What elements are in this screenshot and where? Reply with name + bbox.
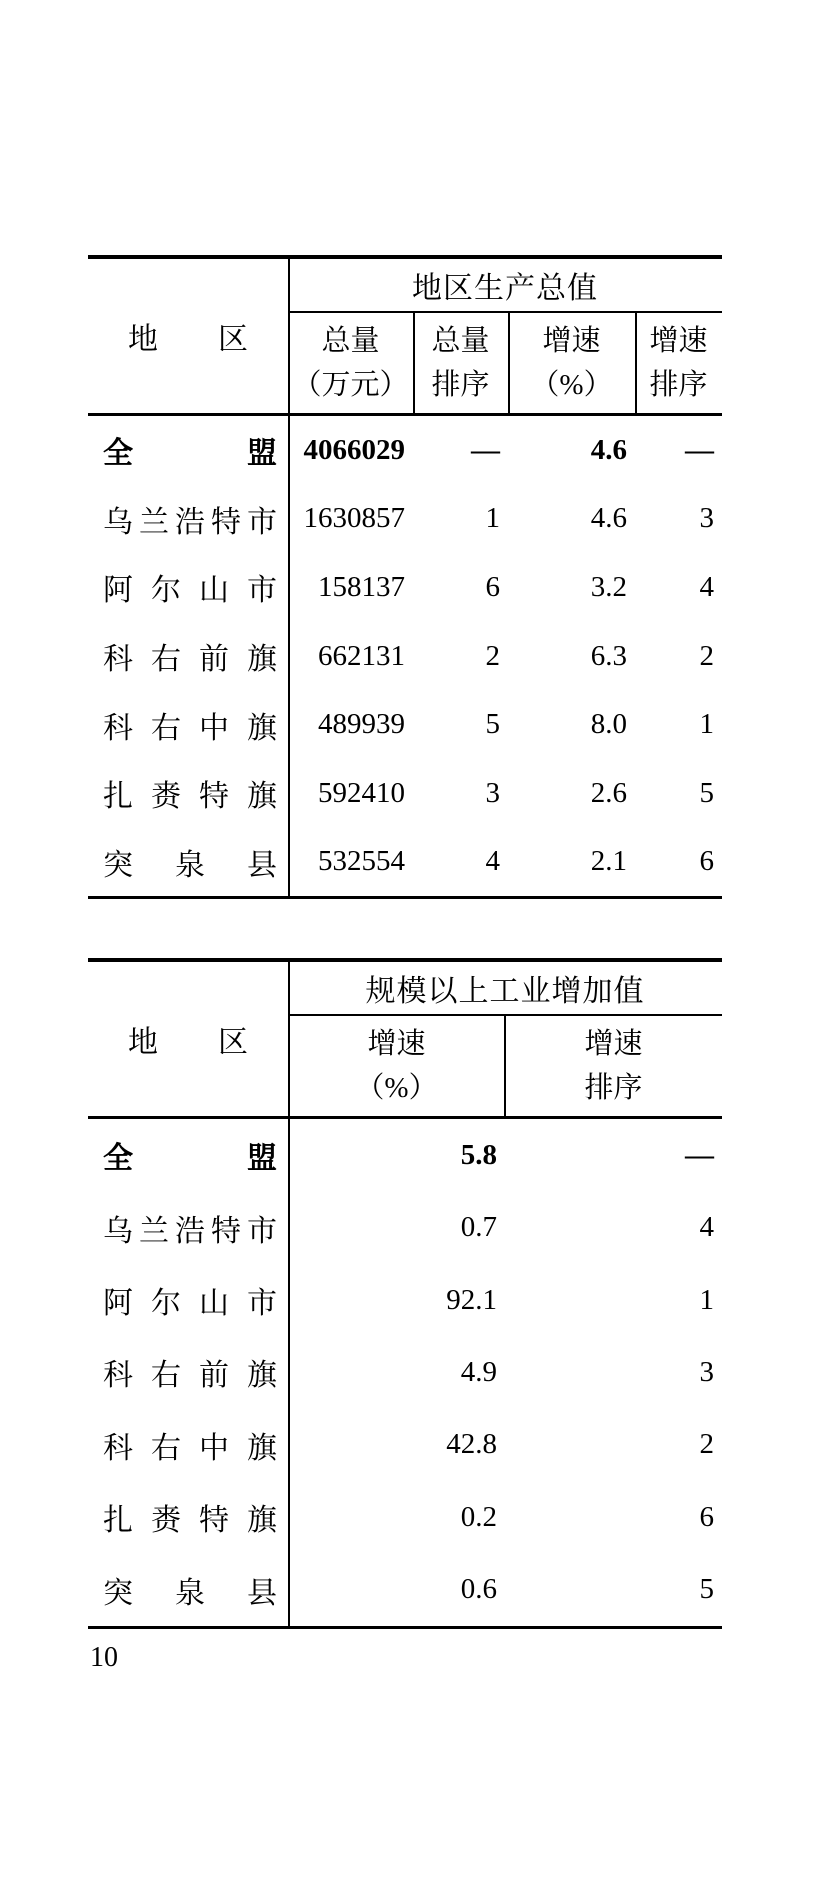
total-rank-cell: 4	[485, 845, 500, 878]
column-header-total: 总量 （万元）	[292, 325, 409, 401]
table-row	[88, 416, 722, 485]
growth-rank-cell: —	[685, 433, 714, 466]
region-cell: 科右中旗	[103, 1431, 277, 1465]
total-rank-cell: 1	[485, 502, 500, 535]
region-cell: 扎赉特旗	[103, 1504, 277, 1538]
industry-table-body	[88, 1119, 722, 1626]
growth-rank-cell: 2	[699, 1428, 714, 1461]
table-row	[88, 485, 722, 554]
total-cell: 4066029	[303, 433, 405, 466]
region-cell: 突泉县	[103, 848, 277, 882]
growth-cell: 5.8	[460, 1138, 497, 1171]
column-divider	[413, 311, 415, 415]
growth-cell: 42.8	[446, 1428, 497, 1461]
growth-cell: 4.6	[590, 502, 627, 535]
region-cell: 全盟	[103, 437, 277, 471]
table-row	[88, 1554, 722, 1626]
growth-cell: 8.0	[590, 708, 627, 741]
growth-rank-cell: 5	[699, 1573, 714, 1606]
table-bottom-rule	[88, 1626, 722, 1629]
growth-rank-cell: 1	[699, 708, 714, 741]
total-rank-cell: 2	[485, 639, 500, 672]
total-cell: 662131	[318, 639, 405, 672]
region-cell: 突泉县	[103, 1576, 277, 1610]
table-row	[88, 1409, 722, 1481]
total-cell: 489939	[318, 708, 405, 741]
column-divider	[635, 311, 637, 415]
table-row	[88, 622, 722, 691]
gdp-table-header	[88, 259, 722, 413]
growth-rank-cell: 6	[699, 845, 714, 878]
growth-rank-cell: 4	[699, 1211, 714, 1244]
growth-rank-cell: 1	[699, 1283, 714, 1316]
table-row	[88, 1336, 722, 1408]
gdp-table	[88, 255, 722, 899]
column-header-growth-rank: 增速 排序	[649, 325, 708, 401]
column-divider	[508, 311, 510, 415]
growth-rank-cell: 4	[699, 570, 714, 603]
total-cell: 592410	[318, 776, 405, 809]
region-cell: 阿尔山市	[103, 1287, 277, 1321]
total-rank-cell: 5	[485, 708, 500, 741]
growth-cell: 92.1	[446, 1283, 497, 1316]
region-column-header: 地 区	[128, 323, 248, 356]
table-row	[88, 1191, 722, 1263]
gdp-table-body	[88, 416, 722, 896]
region-cell: 科右前旗	[103, 1359, 277, 1393]
total-rank-cell: 3	[485, 776, 500, 809]
region-cell: 乌兰浩特市	[103, 1214, 277, 1248]
table-row	[88, 690, 722, 759]
growth-rank-cell: 3	[699, 1355, 714, 1388]
growth-rank-cell: 2	[699, 639, 714, 672]
region-cell: 乌兰浩特市	[103, 505, 277, 539]
growth-rank-cell: 3	[699, 502, 714, 535]
column-header-growth: 增速 （%）	[355, 1028, 438, 1104]
column-divider	[504, 1014, 506, 1118]
total-rank-cell: 6	[485, 570, 500, 603]
table-bottom-rule	[88, 896, 722, 899]
growth-cell: 4.9	[460, 1355, 497, 1388]
industry-table	[88, 958, 722, 1629]
region-cell: 科右中旗	[103, 711, 277, 745]
region-cell: 科右前旗	[103, 643, 277, 677]
growth-cell: 2.6	[590, 776, 627, 809]
column-header-growth: 增速 （%）	[530, 325, 613, 401]
table-row	[88, 1481, 722, 1553]
growth-rank-cell: —	[685, 1138, 714, 1171]
total-cell: 158137	[318, 570, 405, 603]
growth-cell: 0.2	[460, 1500, 497, 1533]
region-column-divider	[288, 958, 290, 1629]
gdp-span-title: 地区生产总值	[412, 272, 598, 305]
growth-rank-cell: 5	[699, 776, 714, 809]
region-cell: 扎赉特旗	[103, 780, 277, 814]
growth-cell: 4.6	[590, 433, 627, 466]
growth-cell: 6.3	[590, 639, 627, 672]
industry-span-title: 规模以上工业增加值	[365, 975, 645, 1008]
growth-cell: 2.1	[590, 845, 627, 878]
growth-cell: 0.6	[460, 1573, 497, 1606]
total-cell: 532554	[318, 845, 405, 878]
growth-cell: 3.2	[590, 570, 627, 603]
column-header-growth-rank: 增速 排序	[584, 1028, 643, 1104]
industry-table-header	[88, 962, 722, 1116]
total-cell: 1630857	[303, 502, 405, 535]
growth-cell: 0.7	[460, 1211, 497, 1244]
table-row	[88, 1119, 722, 1191]
table-row	[88, 827, 722, 896]
table-row	[88, 759, 722, 828]
region-column-divider	[288, 255, 290, 899]
total-rank-cell: —	[471, 433, 500, 466]
column-header-total-rank: 总量 排序	[431, 325, 490, 401]
table-row	[88, 553, 722, 622]
region-cell: 全盟	[103, 1142, 277, 1176]
region-cell: 阿尔山市	[103, 574, 277, 608]
region-column-header: 地 区	[128, 1026, 248, 1059]
table-row	[88, 1264, 722, 1336]
page-number: 10	[90, 1642, 118, 1673]
growth-rank-cell: 6	[699, 1500, 714, 1533]
